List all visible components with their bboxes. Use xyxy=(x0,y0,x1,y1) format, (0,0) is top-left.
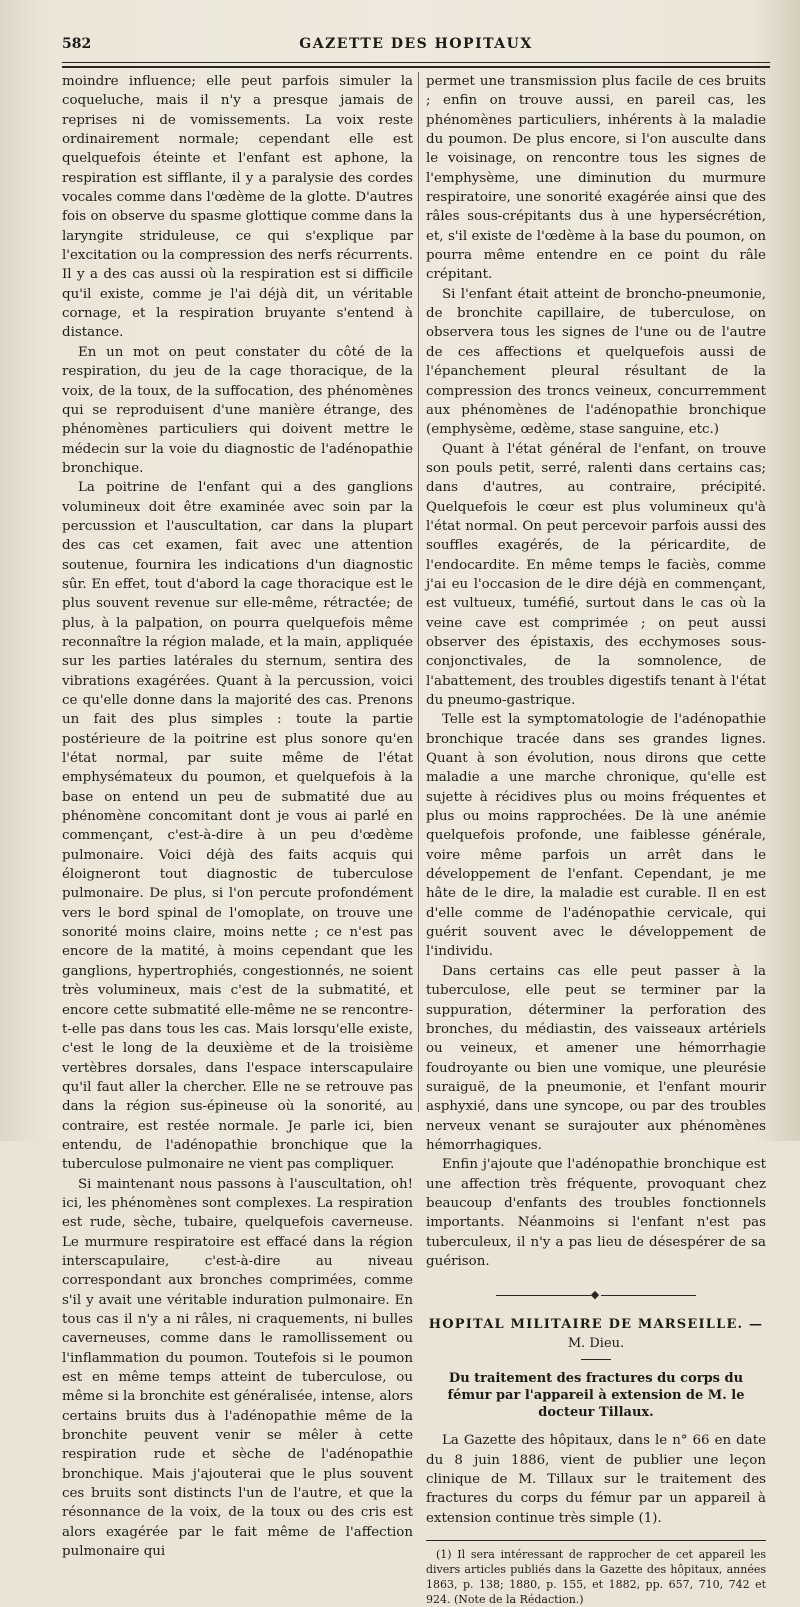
paragraph: Quant à l'état général de l'enfant, on trouve son pouls petit, serré, ralenti dans certains cas; dans d'autres, au contraire, précipité. Quelquefois le cœur est plus volumineux qu'à l'état normal. On peut percevoir parfois aussi des souffles exagérés, de la péricardite, de l'endocardite. En même temps le faciès, comme j'ai eu l'occasion de le dire déjà en commençant, est vultueux, tuméfié, surtout dans le cas où la veine cave est comprimée ; on peut aussi observer des épistaxis, des ecchymoses sous-conjonctivales, de la somnolence, de l'abattement, des troubles digestifs tenant à l'état du pneumo-gastrique. xyxy=(426,441,766,708)
section-author: M. Dieu. xyxy=(567,1336,625,1351)
paragraph: En un mot on peut constater du côté de la respiration, du jeu de la cage thoracique, de la voix, de la toux, de la suffocation, des phénomènes qui se reproduisent d'une manière étrange, des phénomènes particuliers qui doivent mettre le médecin sur la voie du diagnostic de l'adénopathie bronchique. xyxy=(62,344,413,476)
footnote: (1) Il sera intéressant de rapprocher de cet appareil les divers articles publiés dans la Gazette des hôpitaux, années 1863, p. 138; 1880, p. 155, et 1882, pp. 657, 710, 742 et 924. (Note de la Rédaction.) xyxy=(426,1548,766,1607)
right-column xyxy=(426,72,766,1607)
paragraph: Dans certains cas elle peut passer à la tuberculose, elle peut se terminer par la suppuration, déterminer la perforation des bronches, du médiastin, des vaisseaux artériels ou veineux, et amener une hémorrhagie foudroyante ou bien une vomique, une pleurésie suraiguë, de la pneumonie, et l'enfant mourir asphyxié, dans une syncope, ou par des troubles nerveux venant se surajouter aux phénomènes hémorrhagiques. xyxy=(426,963,766,1153)
section-heading xyxy=(426,1315,766,1354)
page-number: 582 xyxy=(62,36,92,52)
ornament-glyph: ◆ xyxy=(590,1288,602,1302)
header-rule-thin xyxy=(62,62,770,63)
column-divider xyxy=(418,72,419,1112)
hospital-name: HOPITAL MILITAIRE DE MARSEILLE. — xyxy=(428,1316,764,1332)
section-ornament xyxy=(426,1285,766,1304)
paragraph: Telle est la symptomatologie de l'adénopathie bronchique tracée dans ses grandes lignes. Quant à son évolution, nous dirons que cette maladie a une marche chronique, qu'elle est sujette à récidives plus ou moins fréquentes et plus ou moins rapprochées. De là une anémie quelquefois profonde, une faiblesse générale, voire même parfois un arrêt dans le développement de l'enfant. Cependant, je me hâte de le dire, la maladie est curable. Il en est d'elle comme de l'adénopathie cervicale, qui guérit souvent avec le développement de l'individu. xyxy=(426,712,766,960)
paragraph: La poitrine de l'enfant qui a des ganglions volumineux doit être examinée avec soin par la percussion et l'auscultation, car dans la plupart des cas cet examen, fait avec une attention soutenue, fournira les indications d'un diagnostic sûr. En effet, tout d'abord la cage thoracique est le plus souvent revenue sur elle-même, rétractée; de plus, à la palpation, on pourra quelquefois même reconnaître la région malade, et la main, appliquée sur les parties latérales du sternum, sentira des vibrations exagérées. Quant à la percussion, voici ce qu'elle donne dans la majorité des cas. Prenons un fait des plus simples : toute la partie postérieure de la poitrine est plus sonore qu'en l'état normal, par suite même de l'état emphysémateux du poumon, et quelquefois à la base on entend un peu de submatité due au phénomène concomitant dont je vous ai parlé en commençant, c'est-à-dire à un peu d'œdème pulmonaire. Voici déjà des faits acquis qui éloigneront tout diagnostic de tuberculose pulmonaire. De plus, si l'on percute profondément vers le bord spinal de l'omoplate, on trouve une sonorité moins claire, moins nette ; ce n'est pas encore de la matité, à moins cependant que les ganglions, hypertrophiés, congestionnés, ne soient très volumineux, mais c'est de la submatité, et encore cette submatité elle-même ne se rencontre-t-elle pas dans tous les cas. Mais lorsqu'elle existe, c'est le long de la deuxième et de la troisième vertèbres dorsales, dans l'espace interscapulaire qu'il faut aller la chercher. Elle ne se retrouve pas dans la région sus-épineuse où la sonorité, au contraire, est restée normale. Je parle ici, bien entendu, de l'adénopathie bronchique que la tuberculose pulmonaire ne vient pas compliquer. xyxy=(62,480,413,1173)
left-column xyxy=(62,72,413,1561)
header-rule-thick xyxy=(62,66,770,68)
paragraph: Si l'enfant était atteint de broncho-pneumonie, de bronchite capillaire, de tuberculose, on observera tous les signes de l'une ou de l'autre de ces affections et quelquefois aussi de l'épanchement pleural résultant de la compression des troncs veineux, concurremment aux phénomènes de l'adénopathie bronchique (emphysème, œdème, stase sanguine, etc.) xyxy=(426,286,766,438)
page-header xyxy=(62,36,770,58)
journal-title: GAZETTE DES HOPITAUX xyxy=(299,36,533,52)
article-paragraph: La Gazette des hôpitaux, dans le n° 66 en date du 8 juin 1886, vient de publier une leçon clinique de M. Tillaux sur le traitement des fractures du corps du fémur par un appareil à extension continue très simple (1). xyxy=(426,1433,766,1526)
paragraph: Si maintenant nous passons à l'auscultation, oh! ici, les phénomènes sont complexes. La respiration est rude, sèche, tubaire, quelquefois caverneuse. Le murmure respiratoire est effacé dans la région interscapulaire, c'est-à-dire au niveau correspondant aux bronches comprimées, comme s'il y avait une véritable induration pulmonaire. En tous cas il n'y a ni râles, ni craquements, ni bulles caverneuses, comme dans le ramollissement ou l'inflammation du poumon. Toutefois si le poumon est en même temps atteint de tuberculose, ou même si la bronchite est généralisée, intense, alors certains bruits dus à l'adénopathie même de la bronchite peuvent venir se mêler à cette respiration rude et sèche de l'adénopathie bronchique. Mais j'ajouterai que le plus souvent ces bruits sont distincts l'un de l'autre, et que la résonnance de la voix, de la toux ou des cris est alors exagérée par le fait même de l'affection pulmonaire qui xyxy=(62,1176,413,1560)
paragraph: moindre influence; elle peut parfois simuler la coqueluche, mais il n'y a presque jamais de reprises ni de vomissements. La voix reste ordinairement normale; cependant elle est quelquefois éteinte et l'enfant est aphone, la respiration est sifflante, il y a paralysie des cordes vocales comme dans l'œdème de la glotte. D'autres fois on observe du spasme glottique comme dans la laryngite striduleuse, ce qui s'explique par l'excitation ou la compression des nerfs récurrents. Il y a des cas aussi où la respiration est si difficile qu'il existe, comme je l'ai déjà dit, un véritable cornage, et la respiration bruyante s'entend à distance. xyxy=(62,74,413,341)
paragraph: permet une transmission plus facile de ces bruits ; enfin on trouve aussi, en pareil cas, les phénomènes particuliers, inhérents à la maladie du poumon. De plus encore, si l'on ausculte dans le voisinage, on rencontre tous les signes de l'emphysème, une diminution du murmure respiratoire, une sonorité exagérée ainsi que des râles sous-crépitants dus à une hypersécrétion, et, s'il existe de l'œdème à la base du poumon, on pourra même entendre en ce point du râle crépitant. xyxy=(426,74,766,283)
footnote-rule xyxy=(426,1540,766,1541)
paragraph: Enfin j'ajoute que l'adénopathie bronchique est une affection très fréquente, provoquant chez beaucoup d'enfants des troubles fonctionnels importants. Néanmoins si l'enfant n'est pas tuberculeux, il n'y a pas lieu de désespérer de sa guérison. xyxy=(426,1157,766,1269)
short-rule xyxy=(581,1359,611,1360)
article-title: Du traitement des fractures du corps du fémur par l'appareil à extension de M. le docteur Tillaux. xyxy=(447,1371,745,1421)
